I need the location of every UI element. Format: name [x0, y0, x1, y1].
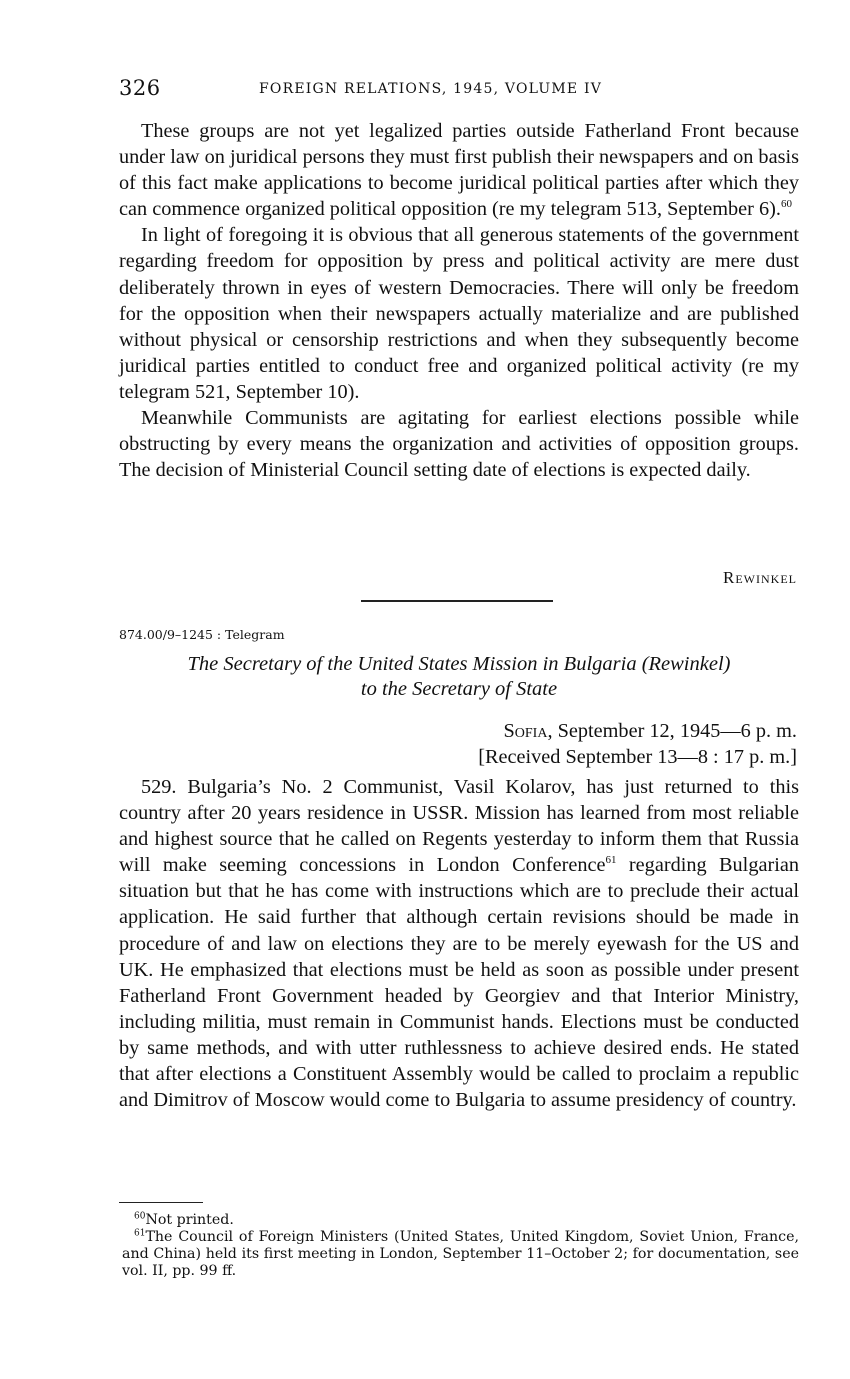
footnote-reference: 61 [605, 854, 617, 867]
sent-line [478, 718, 797, 744]
footnote [122, 1212, 799, 1229]
footnote-reference: 60 [780, 198, 792, 211]
footnote-text: The Council of Foreign Ministers (United States, United Kingdom, Soviet Union, France, and China) held its first meeting in London, September 11–October 2; for documentation, see vol. II, pp. 99 ff. [122, 1229, 799, 1279]
sent-date: , September 12, 1945—6 p. m. [547, 720, 797, 742]
footnote-mark: 60 [134, 1211, 146, 1222]
file-number: 874.00/9–1245 : Telegram [119, 627, 285, 642]
place-name: Sofia [503, 720, 548, 742]
running-head [119, 76, 799, 100]
received-line: [Received September 13—8 : 17 p. m.] [478, 746, 797, 768]
footnote [122, 1229, 799, 1280]
paragraph-text: 529. Bulgaria’s No. 2 Communist, Vasil Kolarov, has just returned to this country after 20 years residence in USSR. Mission has learned from most reliable and highest source that he called on Regents yesterday to inform them that Russia will make seeming concessions in London Conference [119, 776, 799, 877]
paragraph [119, 118, 799, 222]
paragraph-text: These groups are not yet legalized parties outside Fatherland Front because under law on juridical persons they must first publish their newspapers and on basis of this fact make applications to become juridical political parties after which they can commence organized political opposition (re my telegram 513, September 6). [119, 120, 799, 221]
telegram-text [119, 774, 799, 1113]
section-divider [361, 600, 553, 602]
signature: Rewinkel [723, 568, 797, 587]
paragraph: Meanwhile Communists are agitating for earliest elections possible while obstructing by every means the organization and activities of opposition groups. The decision of Ministerial Council setting date of elections is expected daily. [119, 407, 799, 482]
footnote-mark: 61 [134, 1228, 146, 1239]
previous-document-text [119, 118, 799, 483]
paragraph: In light of foregoing it is obvious that all generous statements of the government regarding freedom for opposition by press and political activity are mere dust deliberately thrown in eyes of western Democracies. There will only be freedom for the opposition when their newspapers actually materialize and are published without physical or censorship restrictions and when they subsequently become juridical parties entitled to conduct free and organized political activity (re my telegram 521, September 10). [119, 224, 799, 403]
document-title-line: The Secretary of the United States Mission in Bulgaria (Rewinkel) [187, 653, 731, 675]
dateline [478, 718, 797, 770]
footnote-divider [119, 1202, 203, 1203]
document-title [119, 652, 799, 702]
footnote-text: Not printed. [145, 1212, 234, 1228]
running-title: FOREIGN RELATIONS, 1945, VOLUME IV [259, 81, 603, 97]
paragraph [119, 774, 799, 1113]
page-number: 326 [119, 76, 161, 100]
document-title-line: to the Secretary of State [360, 678, 558, 700]
paragraph-text: regarding Bulgarian situation but that he has come with instructions which are to preclude their actual application. He said further that although certain revisions should be made in procedure of and law on elections they are to be merely eyewash for the US and UK. He emphasized that elections must be held as soon as possible under present Fatherland Front Government headed by Georgiev and that Interior Ministry, including militia, must remain in Communist hands. Elections must be conducted by same methods, and with utter ruthlessness to achieve desired ends. He stated that after elections a Constituent Assembly would be called to proclaim a republic and Dimitrov of Moscow would come to Bulgaria to assume presidency of country. [119, 854, 799, 1112]
footnotes [122, 1212, 799, 1280]
